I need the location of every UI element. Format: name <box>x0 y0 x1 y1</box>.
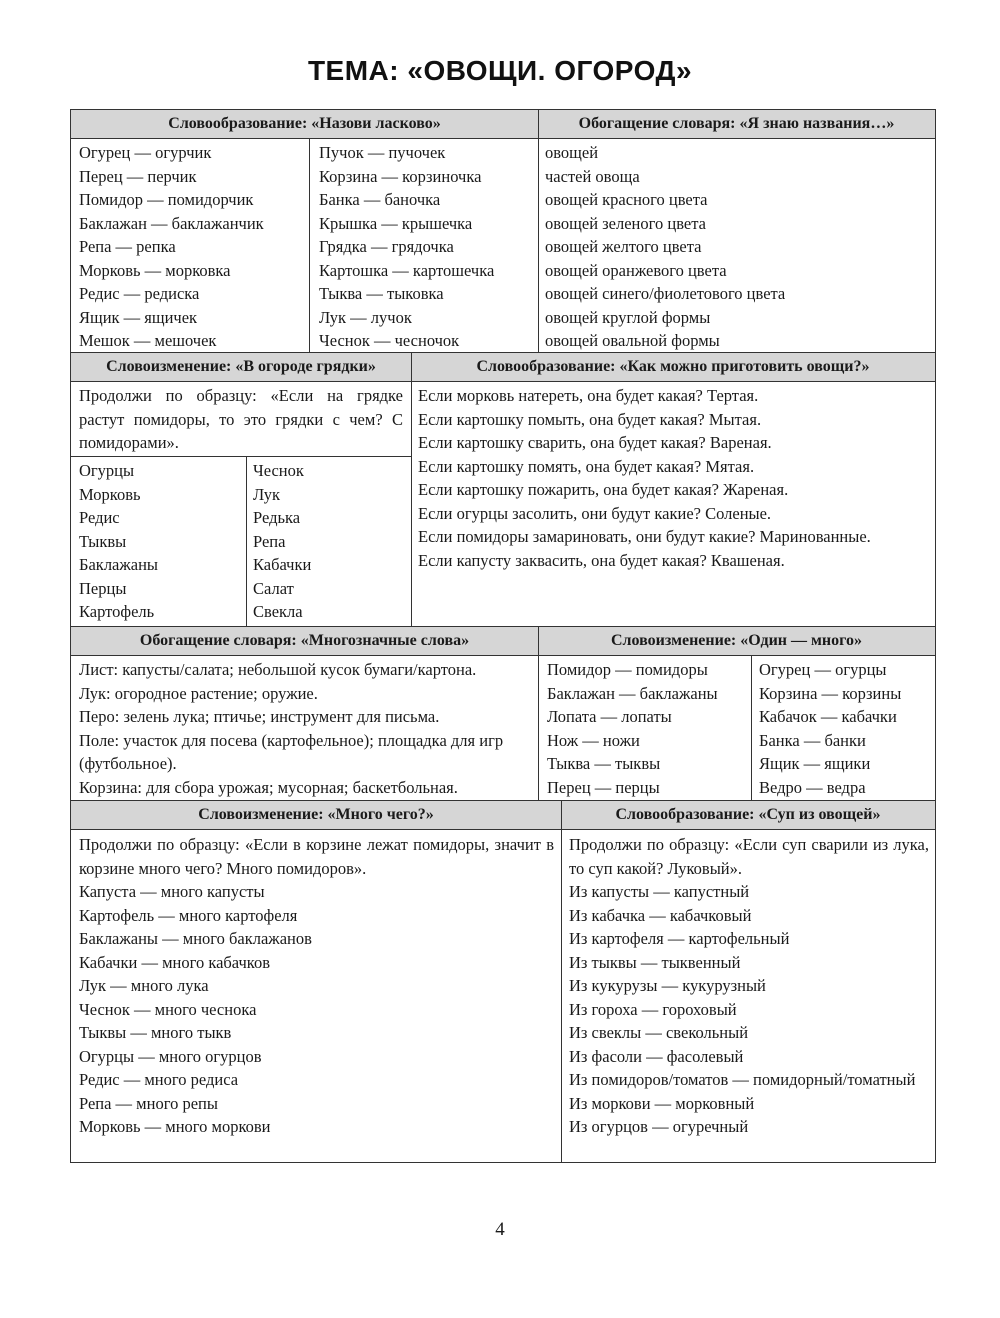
list-item: Если помидоры замариновать, они будут какие? Маринованные. <box>418 527 871 546</box>
list-item: Ведро — ведра <box>759 777 866 797</box>
list-item: Лук — лучок <box>319 307 412 327</box>
list-item: Кабачки <box>253 555 312 574</box>
list-item: Баклажан — баклажанчик <box>79 213 264 233</box>
list-item: Салат <box>253 578 294 598</box>
list-item: Тыква — тыквы <box>547 754 661 773</box>
list-item: Из тыквы — тыквенный <box>569 952 741 972</box>
header-one-many: Словоизменение: «Один — много» <box>538 627 935 656</box>
list-item: Банка — банки <box>759 730 866 750</box>
list-item: овощей <box>545 143 599 162</box>
garden-beds-intro: Продолжи по образцу: «Если на грядке растут помидоры, то это грядки с чем? С помидорами». <box>79 386 403 452</box>
list-item: Из помидоров/томатов — помидорный/томатный <box>569 1070 916 1089</box>
list-item: Чеснок — много чеснока <box>79 999 257 1019</box>
header-names: Обогащение словаря: «Я знаю названия…» <box>538 110 935 139</box>
list-item: Нож — ножи <box>547 730 640 750</box>
list-item: Грядка — грядочка <box>319 237 454 256</box>
list-item: Перец — перчик <box>79 166 197 186</box>
header-affectionate: Словообразование: «Назови ласково» <box>71 110 538 139</box>
list-item: Перец — перцы <box>547 777 660 797</box>
list-item: Если картошку сварить, она будет какая? Вареная. <box>418 433 772 452</box>
list-item: Чеснок — чесночок <box>319 331 460 350</box>
list-item: Пучок — пучочек <box>319 143 446 162</box>
list-item: Огурец — огурчик <box>79 143 212 162</box>
list-item: Лук <box>253 484 281 504</box>
garden-beds-list-1 <box>79 459 158 624</box>
list-item: Перо: зелень лука; птичье; инструмент для письма. <box>79 707 440 726</box>
list-item: Баклажан — баклажаны <box>547 683 718 703</box>
list-item: Редис — много редиса <box>79 1070 239 1089</box>
list-item: Если огурцы засолить, они будут какие? Соленые. <box>418 503 772 523</box>
list-item: Баклажаны <box>79 555 159 574</box>
list-item: Помидор — помидорчик <box>79 190 254 209</box>
list-item: Из кукурузы — кукурузный <box>569 976 766 995</box>
list-item: Если картошку пожарить, она будет какая? Жареная. <box>418 480 789 499</box>
list-item: Поле: участок для посева (картофельное); площадка для игр (футбольное). <box>79 730 504 773</box>
worksheet-table <box>70 109 936 1163</box>
list-item: Из моркови — морковный <box>569 1093 755 1113</box>
list-item: овощей оранжевого цвета <box>545 260 727 280</box>
one-many-list-2 <box>759 658 901 799</box>
list-item: овощей синего/фиолетового цвета <box>545 284 786 303</box>
list-item: Морковь <box>79 484 141 504</box>
list-item: Если картошку помять, она будет какая? Мятая. <box>418 456 755 476</box>
list-item: Картошка — картошечка <box>319 260 495 280</box>
list-item: Из капусты — капустный <box>569 882 750 901</box>
page-title: ТЕМА: «ОВОЩИ. ОГОРОД» <box>307 55 693 86</box>
list-item: Репа — много репы <box>79 1093 218 1113</box>
affectionate-list-1 <box>79 141 264 353</box>
header-cook: Словообразование: «Как можно приготовить овощи?» <box>411 353 935 382</box>
list-item: овощей зеленого цвета <box>545 213 706 233</box>
garden-beds-list-2 <box>253 459 311 624</box>
list-item: Помидор — помидоры <box>547 660 708 679</box>
list-item: Редька <box>253 508 301 527</box>
list-item: Если картошку помыть, она будет какая? Мытая. <box>418 409 762 429</box>
list-item: Из свеклы — свекольный <box>569 1023 749 1042</box>
list-item: Картофель <box>79 602 155 621</box>
list-item: Банка — баночка <box>319 190 441 209</box>
list-item: Морковь — морковка <box>79 260 231 280</box>
list-item: Огурец — огурцы <box>759 660 887 679</box>
list-item: Кабачки — много кабачков <box>79 952 270 972</box>
many-what-intro: Продолжи по образцу: «Если в корзине лежат помидоры, значит в корзине много чего? Много помидоров». <box>79 835 554 878</box>
list-item: Свекла <box>253 602 303 621</box>
header-soup: Словообразование: «Суп из овощей» <box>561 801 935 830</box>
list-item: Лопата — лопаты <box>547 707 672 726</box>
list-item: Ящик — ящичек <box>79 307 198 327</box>
cook-list <box>418 384 871 572</box>
list-item: Мешок — мешочек <box>79 331 217 350</box>
header-garden-beds: Словоизменение: «В огороде грядки» <box>71 353 411 382</box>
list-item: Если морковь натереть, она будет какая? Тертая. <box>418 386 759 405</box>
list-item: Из кабачка — кабачковый <box>569 905 752 925</box>
list-item: Тыквы — много тыкв <box>79 1023 232 1042</box>
list-item: Крышка — крышечка <box>319 213 473 233</box>
list-item: Ящик — ящики <box>759 754 871 773</box>
list-item: Баклажаны — много баклажанов <box>79 929 312 948</box>
list-item: Капуста — много капусты <box>79 882 265 901</box>
list-item: Лук — много лука <box>79 976 209 995</box>
list-item: Огурцы <box>79 461 135 480</box>
list-item: Тыквы <box>79 531 127 551</box>
list-item: овощей круглой формы <box>545 307 711 327</box>
one-many-list-1 <box>547 658 718 799</box>
list-item: Тыква — тыковка <box>319 284 444 303</box>
list-item: Редис <box>79 508 120 527</box>
list-item: Репа — репка <box>79 237 176 256</box>
list-item: овощей красного цвета <box>545 190 708 209</box>
list-item: Из огурцов — огуречный <box>569 1117 749 1136</box>
header-many-what: Словоизменение: «Много чего?» <box>71 801 561 830</box>
affectionate-list-2 <box>319 141 494 353</box>
list-item: Из фасоли — фасолевый <box>569 1046 744 1066</box>
page-number: 4 <box>495 1219 505 1240</box>
list-item: частей овоща <box>545 166 640 186</box>
list-item: Перцы <box>79 578 127 598</box>
polysemy-list <box>79 658 531 799</box>
list-item: Огурцы — много огурцов <box>79 1046 262 1066</box>
list-item: Лист: капусты/салата; небольшой кусок бумаги/картона. <box>79 660 477 679</box>
list-item: Корзина — корзины <box>759 683 902 703</box>
soup-list <box>569 880 929 1139</box>
list-item: Редис — редиска <box>79 284 200 303</box>
list-item: Из картофеля — картофельный <box>569 929 790 948</box>
list-item: Корзина: для сбора урожая; мусорная; баскетбольная. <box>79 777 458 797</box>
list-item: Если капусту заквасить, она будет какая? Квашеная. <box>418 550 785 570</box>
header-polysemy: Обогащение словаря: «Многозначные слова» <box>71 627 538 656</box>
list-item: Корзина — корзиночка <box>319 166 482 186</box>
list-item: Чеснок <box>253 461 304 480</box>
list-item: Репа <box>253 531 286 551</box>
list-item: овощей желтого цвета <box>545 237 702 256</box>
list-item: Картофель — много картофеля <box>79 905 298 925</box>
many-what-list <box>79 880 312 1139</box>
soup-intro: Продолжи по образцу: «Если суп сварили из лука, то суп какой? Луковый». <box>569 835 929 878</box>
list-item: Морковь — много моркови <box>79 1117 271 1136</box>
list-item: Кабачок — кабачки <box>759 707 897 726</box>
list-item: Лук: огородное растение; оружие. <box>79 683 318 703</box>
list-item: овощей овальной формы <box>545 331 720 350</box>
list-item: Из гороха — гороховый <box>569 999 737 1019</box>
names-list <box>545 141 785 353</box>
